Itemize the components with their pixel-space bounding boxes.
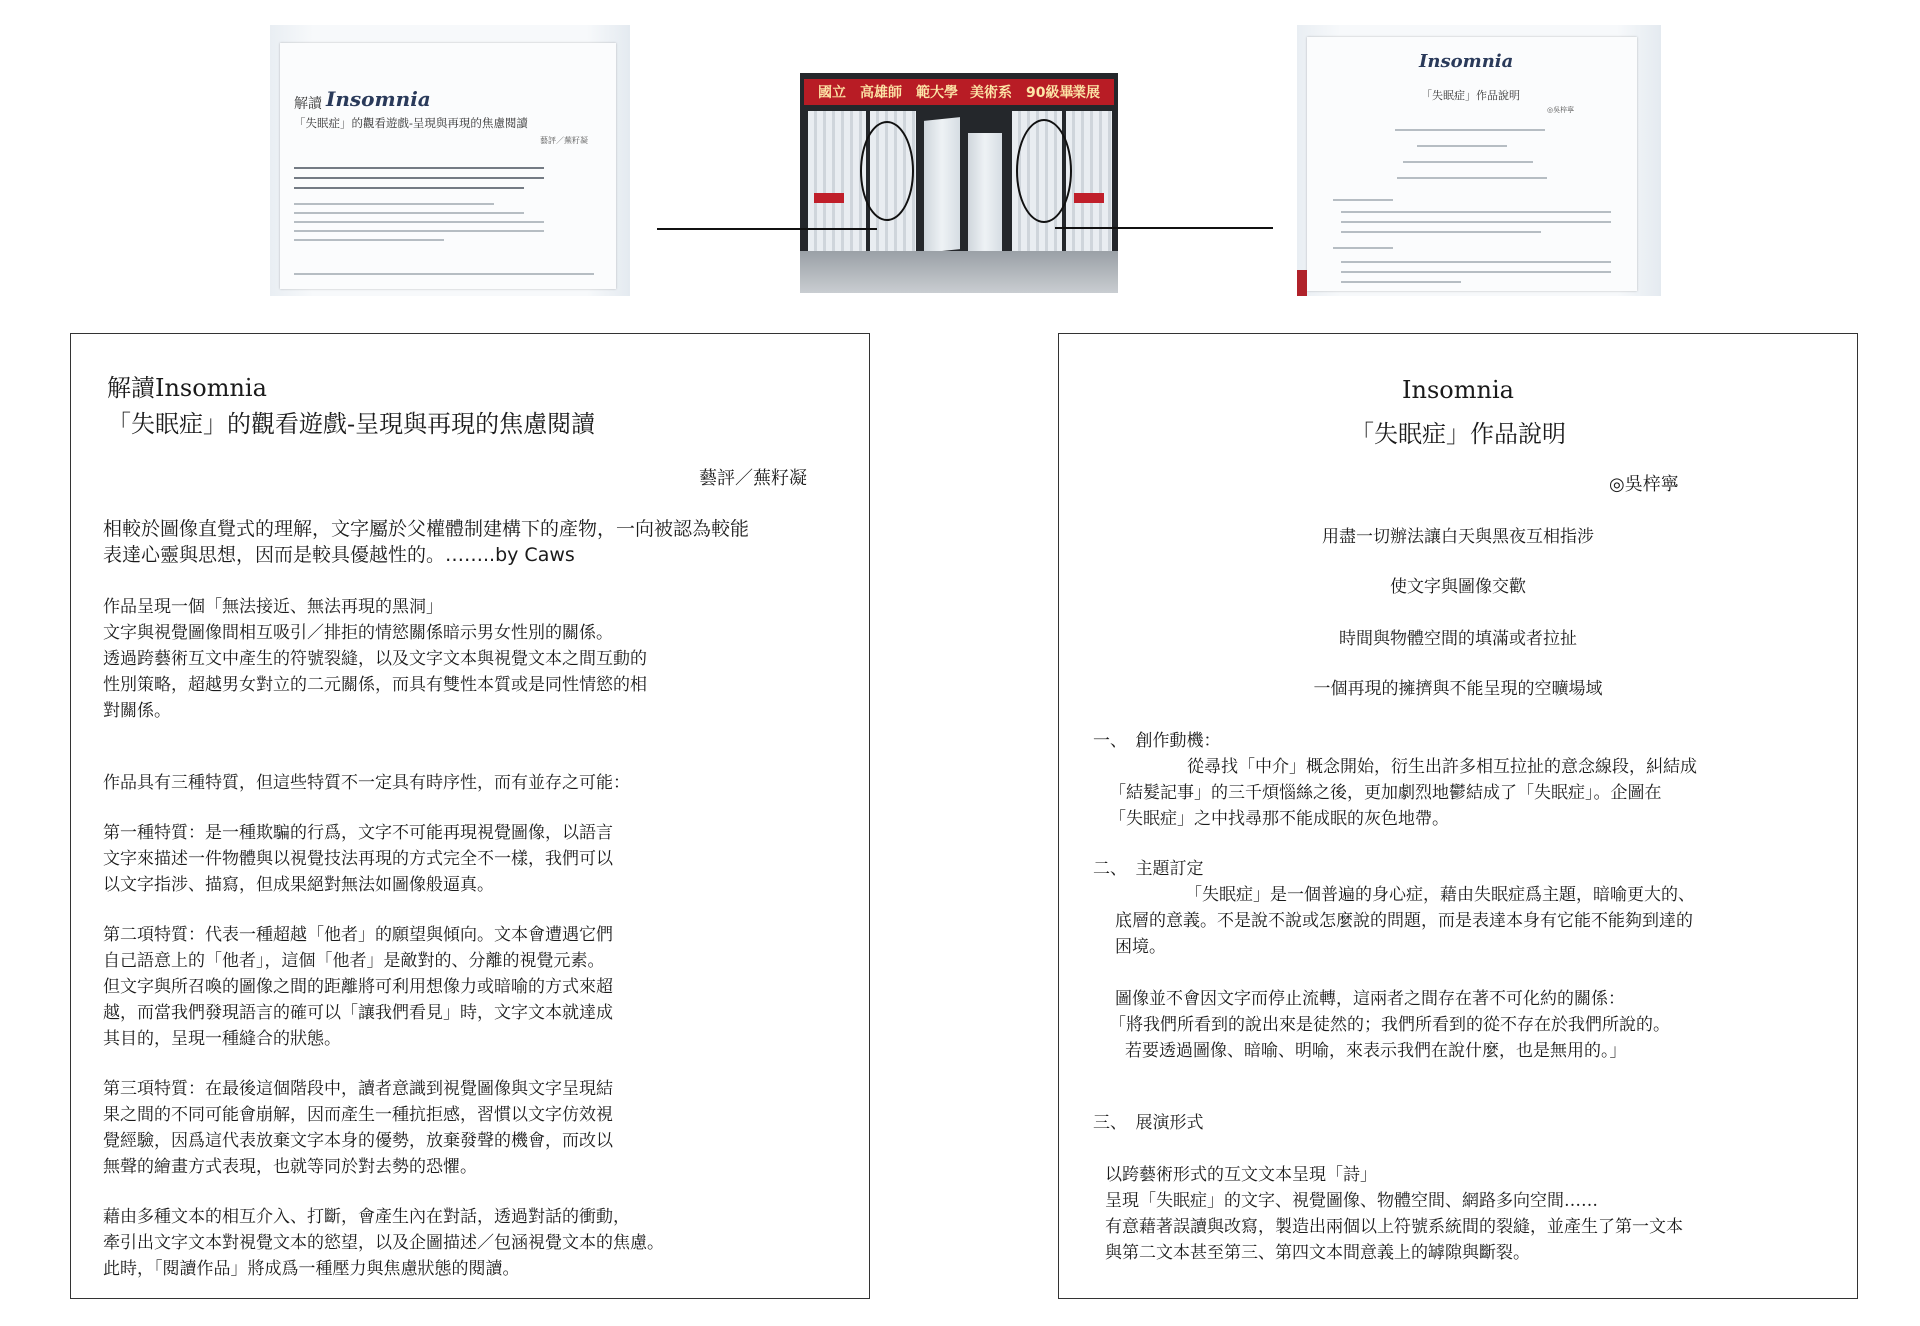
left-p5-line: 第三項特質：在最後這個階段中，讀者意識到視覺圖像與文字呈現結: [103, 1079, 613, 1099]
left-p4-line: 第二項特質：代表一種超越「他者」的願望與傾向。文本會遭遇它們: [103, 925, 613, 945]
right-s3-line: 有意藉著誤讀與改寫，製造出兩個以上符號系統間的裂縫，並產生了第一文本: [1105, 1217, 1683, 1237]
left-p4-line: 越，而當我們發現語言的確可以「讓我們看見」時，文字文本就達成: [103, 1003, 613, 1023]
right-poster-byline: ◎吳梓寧: [1547, 106, 1575, 114]
left-p3-line: 以文字指涉、描寫，但成果絕對無法如圖像般逼真。: [103, 875, 494, 895]
left-highlight-oval: [860, 121, 914, 221]
left-p3-line: 第一種特質：是一種欺騙的行爲，文字不可能再現視覺圖像，以語言: [103, 823, 613, 843]
left-poster-logo: 解讀: [294, 96, 322, 112]
right-poster-photo: [1297, 25, 1661, 296]
left-poster-subtitle: 「失眠症」的觀看遊戲-呈現與再現的焦慮閱讀: [294, 116, 528, 130]
left-p4-line: 其目的，呈現一種縫合的狀態。: [103, 1029, 341, 1049]
left-p4-line: 自己語意上的「他者」，這個「他者」是敵對的、分離的視覺元素。: [103, 951, 605, 971]
left-p4-line: 但文字與所召喚的圖像之間的距離將可利用想像力或暗喻的方式來超: [103, 977, 613, 997]
right-title-line1: Insomnia: [1402, 376, 1514, 404]
left-connector-line: [657, 228, 877, 230]
left-poster-logo-script: Insomnia: [326, 87, 431, 111]
right-s3-line: 呈現「失眠症」的文字、視覺圖像、物體空間、網路多向空間……: [1105, 1191, 1598, 1211]
right-connector-line: [1055, 227, 1273, 229]
right-s3-line: 與第二文本甚至第三、第四文本間意義上的罅隙與斷裂。: [1105, 1243, 1530, 1263]
left-p1-line: 對關係。: [103, 701, 171, 721]
right-verse-4: 一個再現的擁擠與不能呈現的空曠場域: [1313, 679, 1603, 699]
right-s1-line: 「失眠症」之中找尋那不能成眠的灰色地帶。: [1109, 809, 1449, 829]
left-p2-line: 作品具有三種特質，但這些特質不一定具有時序性，而有並存之可能：: [103, 773, 630, 793]
left-p6-line: 藉由多種文本的相互介入、打斷，會產生內在對話，透過對話的衝動，: [103, 1207, 630, 1227]
right-poster-logo: Insomnia: [1419, 51, 1514, 72]
left-essay-panel: [70, 333, 870, 1299]
right-verse-2: 使文字與圖像交歡: [1390, 577, 1526, 597]
left-p1-line: 性別策略，超越男女對立的二元關係，而具有雙性本質或是同性情慾的相: [103, 675, 647, 695]
left-p1-line: 文字與視覺圖像間相互吸引／排拒的情慾關係暗示男女性別的關係。: [103, 623, 613, 643]
right-verse-1: 用盡一切辦法讓白天與黑夜互相指涉: [1322, 527, 1594, 547]
left-p6-line: 牽引出文字文本對視覺文本的慾望，以及企圖描述／包涵視覺文本的焦慮。: [103, 1233, 664, 1253]
right-section3-heading: 三、 展演形式: [1093, 1113, 1204, 1133]
right-verse-3: 時間與物體空間的填滿或者拉扯: [1339, 629, 1577, 649]
right-s2-line: 「失眠症」是一個普遍的身心症，藉由失眠症爲主題，暗喻更大的、: [1185, 885, 1695, 905]
left-byline: 藝評／蕪籽凝: [699, 468, 807, 489]
right-s2-line: 「將我們所看到的說出來是徒然的；我們所看到的從不存在於我們所說的。: [1109, 1015, 1670, 1035]
left-quote-line2: 表達心靈與思想，因而是較具優越性的。……..by Caws: [103, 544, 575, 566]
right-section1-heading: 一、 創作動機：: [1093, 731, 1221, 751]
right-highlight-oval: [1016, 119, 1072, 223]
right-poster-subtitle: 「失眠症」作品說明: [1421, 89, 1520, 102]
right-s2-line: 若要透過圖像、暗喻、明喻，來表示我們在說什麼，也是無用的。」: [1125, 1041, 1627, 1061]
right-s2-line: 困境。: [1115, 937, 1166, 957]
left-p5-line: 無聲的繪畫方式表現，也就等同於對去勢的恐懼。: [103, 1157, 477, 1177]
right-s1-line: 從尋找「中介」概念開始，衍生出許多相互拉扯的意念線段，糾結成: [1187, 757, 1697, 777]
right-s2-line: 圖像並不會因文字而停止流轉，這兩者之間存在著不可化約的關係：: [1115, 989, 1625, 1009]
right-section2-heading: 二、 主題訂定: [1093, 859, 1204, 879]
right-s3-line: 以跨藝術形式的互文文本呈現「詩」: [1105, 1165, 1377, 1185]
right-s1-line: 「結髮記事」的三千煩惱絲之後，更加劇烈地鬱結成了「失眠症」。企圖在: [1109, 783, 1662, 803]
left-p5-line: 果之間的不同可能會崩解，因而產生一種抗拒感，習慣以文字仿效視: [103, 1105, 613, 1125]
left-p1-line: 作品呈現一個「無法接近、無法再現的黑洞」: [103, 597, 443, 617]
left-title-line2: 「失眠症」的觀看遊戲-呈現與再現的焦慮閱讀: [107, 410, 596, 438]
left-poster-byline: 藝評／蕪籽凝: [540, 136, 588, 145]
left-p6-line: 此時，「閱讀作品」將成爲一種壓力與焦慮狀態的閱讀。: [103, 1259, 520, 1279]
left-title-line1: 解讀Insomnia: [107, 374, 267, 402]
left-p1-line: 透過跨藝術互文中產生的符號裂縫，以及文字文本與視覺文本之間互動的: [103, 649, 647, 669]
exhibition-door-photo: 國立 高雄師 範大學 美術系 90級畢 業展: [800, 73, 1118, 293]
left-p3-line: 文字來描述一件物體與以視覺技法再現的方式完全不一樣，我們可以: [103, 849, 613, 869]
left-p5-line: 覺經驗，因爲這代表放棄文字本身的優勢，放棄發聲的機會，而改以: [103, 1131, 613, 1151]
left-quote-line1: 相較於圖像直覺式的理解，文字屬於父權體制建構下的產物，一向被認為較能: [103, 518, 750, 540]
right-statement-panel: [1058, 333, 1858, 1299]
left-poster-photo: [270, 25, 630, 296]
right-s2-line: 底層的意義。不是說不說或怎麼說的問題，而是表達本身有它能不能夠到達的: [1115, 911, 1693, 931]
right-title-line2: 「失眠症」作品說明: [1350, 420, 1566, 448]
right-byline: ◎吳梓寧: [1609, 474, 1679, 495]
